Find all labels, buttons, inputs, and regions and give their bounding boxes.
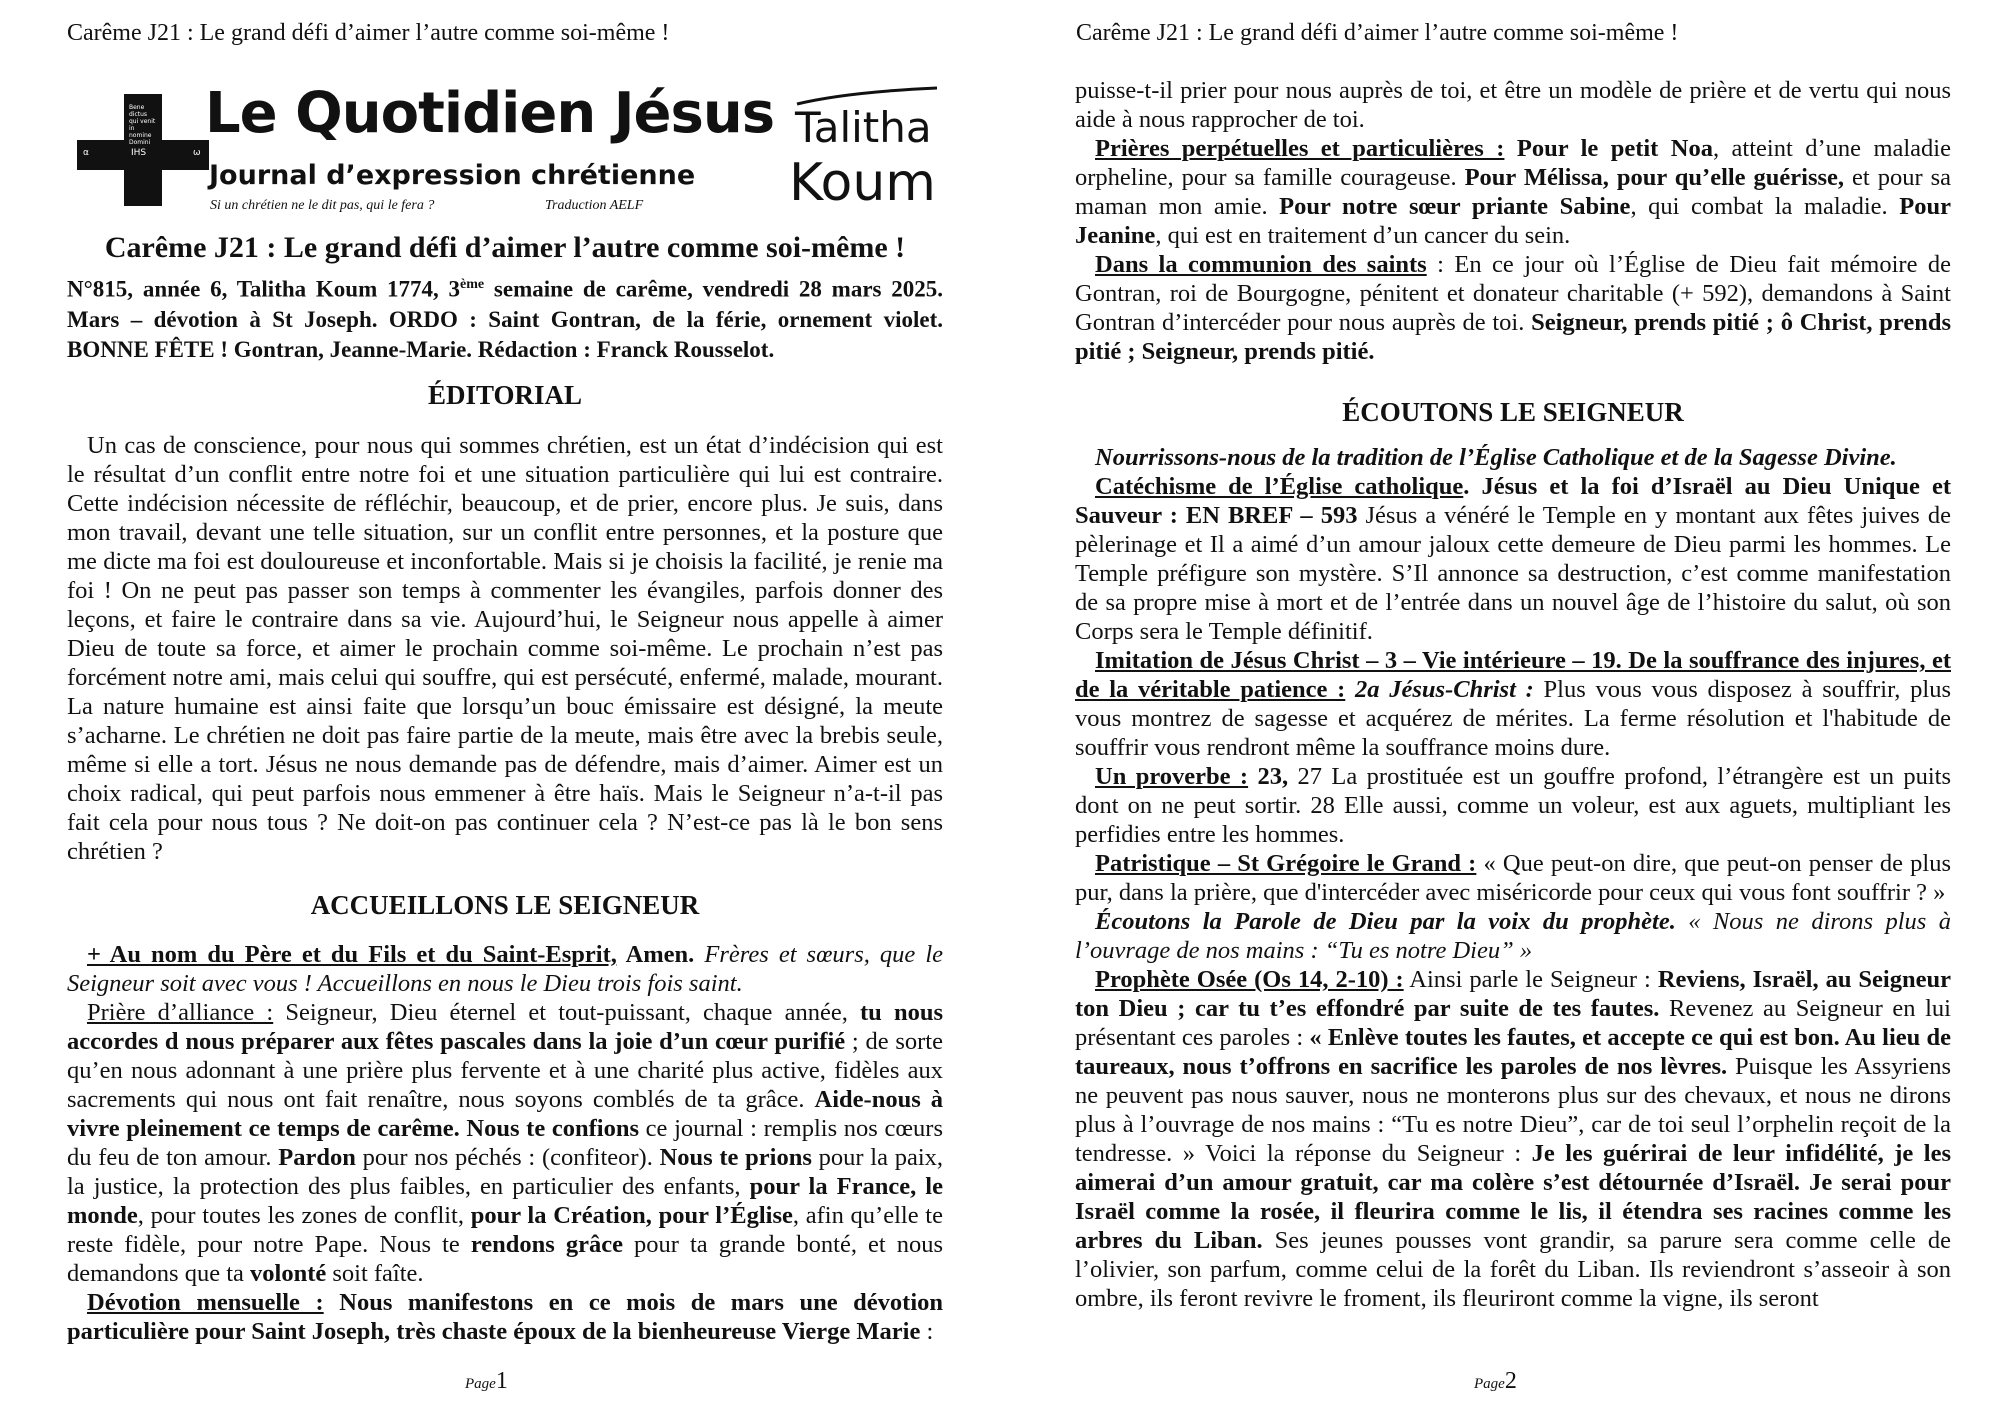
imitation-paragraph: Imitation de Jésus Christ – 3 – Vie intérieure – 19. De la souffrance des injures, et de la véritable patience : 2a Jésus-Christ : Plus vous vous disposez à souffrir, plus vous montrez de sagesse et acquérez de mérites. La ferme résolution et l'habitude de souffrir vous rendront même la souffrance moins dure. [1075,647,1951,761]
patristique-paragraph: Patristique – St Grégoire le Grand : « Que peut-on dire, que peut-on penser de plus pur, dans la prière, que d'intercéder avec miséricorde pour ceux qui vous font souffrir ? » [1075,850,1951,906]
cross-ihs: IHS [131,148,147,158]
title-block [67,230,943,365]
osee-paragraph: Prophète Osée (Os 14, 2-10) : Ainsi parle le Seigneur : Reviens, Israël, au Seigneur ton Dieu ; car tu t’es effondré par suite de tes fautes. Revenez au Seigneur en lui présentant ces paroles : « Enlève toutes les fautes, et accepte ce qui est bon. Au lieu de taureaux, nous t’offrons en sacrifice les paroles de nos lèvres. Puisque les Assyriens ne peuvent pas nous sauver, nous ne monterons plus sur des chevaux, et nous ne dirons plus à l’ouvrage de nos mains : “Tu es notre Dieu”, car de toi seul l’orphelin reçoit de la tendresse. » Voici la réponse du Seigneur : Je les guérirai de leur infidélité, je les aimerai d’un amour gratuit, car ma colère s’est détournée d’Israël. Je serai pour Israël comme la rosée, il fleurira comme le lis, il étendra ses racines comme les arbres du Liban. Ses jeunes pousses vont grandir, sa parure sera comme celle de l’olivier, son parfum, comme celui de la forêt du Liban. Ils reviendront s’asseoir à son ombre, ils feront revivre le froment, ils fleuriront comme la vigne, ils seront [1075,966,1952,1312]
alliance-paragraph: Prière d’alliance : Seigneur, Dieu éternel et tout-puissant, chaque année, tu nous accordes d nous préparer aux fêtes pascales dans la joie d’un cœur purifié ; de sorte qu’en nous adonnant à une prière plus fervente et à une charité plus active, fidèles aux sacrements qui nous ont fait renaître, nous soyons comblés de ta grâce. Aide-nous à vivre pleinement ce temps de carême. Nous te confions ce journal : remplis nos cœurs du feu de ton amour. Pardon pour nos péchés : (confiteor). Nous te prions pour la paix, la justice, la protection des plus faibles, en particulier des enfants, pour la France, le monde, pour toutes les zones de conflit, pour la Création, pour l’Église, afin qu’elle te reste fidèle, pour notre Pape. Nous te rendons grâce pour ta grande bonté, et nous demandons que ta volonté soit faîte. [67,999,943,1287]
prieres-paragraph: Prières perpétuelles et particulières : Pour le petit Noa, atteint d’une maladie orpheline, pour sa famille courageuse. Pour Mélissa, pour qu’elle guérisse, et pour sa maman mon amie. Pour notre sœur priante Sabine, qui combat la maladie. Pour Jeanine, qui est en traitement d’un cancer du sein. [1075,135,1951,249]
editorial-body [67,431,943,866]
page-number: Page1 [465,1368,508,1394]
running-head: Carême J21 : Le grand défi d’aimer l’autre comme soi-même ! [1076,20,1679,46]
cross-omega: ω [193,148,201,158]
accueil-body [67,940,943,1346]
koum-text: Koum [789,153,936,213]
page2-body-top [1075,76,1951,366]
nourrissons-line: Nourrissons-nous de la tradition de l’Église Catholique et de la Sagesse Divine. [1095,444,1897,471]
issue-info: N°815, année 6, Talitha Koum 1774, 3ème semaine de carême, vendredi 28 mars 2025. Mars – dévotion à St Joseph. ORDO : Saint Gontran, de la férie, ornement violet. BONNE FÊTE ! Gontran, Jeanne-Marie. Rédaction : Franck Rousselot. [67,276,943,362]
editorial-title: ÉDITORIAL [427,380,583,410]
accueil-title: ACCUEILLONS LE SEIGNEUR [310,890,700,920]
ecoutons-parole-paragraph: Écoutons la Parole de Dieu par la voix du prophète. « Nous ne dirons plus à l’ouvrage de nos mains : “Tu es notre Dieu” » [1075,908,1951,964]
catechisme-paragraph: Catéchisme de l’Église catholique. Jésus et la foi d’Israël au Dieu Unique et Sauveur : EN BREF – 593 Jésus a vénéré le Temple en y montant aux fêtes juives de pèlerinage et Il a aimé d’un amour jaloux cette demeure de Dieu parmi les hommes. Le Temple préfigure son mystère. S’Il annonce sa destruction, c’est comme manifestation de sa propre mise à mort et de l’entrée dans un nouvel âge de l’histoire du salut, où son Corps sera le Temple définitif. [1075,473,1951,645]
page-title: Carême J21 : Le grand défi d’aimer l’autre comme soi-même ! [104,231,906,264]
communion-paragraph: Dans la communion des saints : En ce jour où l’Église de Dieu fait mémoire de Gontran, roi de Bourgogne, pénitent et donateur charitable (+ 592), demandons à Saint Gontran d’intercéder pour nous auprès de toi. Seigneur, prends pitié ; ô Christ, prends pitié ; Seigneur, prends pitié. [1075,251,1952,365]
masthead-tagline: Si un chrétien ne le dit pas, qui le fera ? [210,198,435,213]
masthead [67,82,947,222]
cross-alpha: α [83,148,89,158]
talitha-text: Talitha [795,103,932,152]
page-number: Page2 [1474,1368,1517,1394]
intro-paragraph: puisse-t-il prier pour nous auprès de toi, et être un modèle de prière et de vertu qui nous aide à nous rapprocher de toi. [1075,77,1951,133]
masthead-subtitle: Journal d’expression chrétienne [209,160,696,191]
page2-body-main [1075,443,1951,1313]
running-head: Carême J21 : Le grand défi d’aimer l’autre comme soi-même ! [67,20,670,46]
editorial-text: Un cas de conscience, pour nous qui sommes chrétien, est un état d’indécision qui est le résultat d’un conflit entre notre foi et une situation particulière qui lui est contraire. Cette indécision nécessite de réfléchir, beaucoup, et de prier, encore plus. Je suis, dans mon travail, devant une telle situation, sur un conflit entre personnes, et la posture que me dicte ma foi est douloureuse et inconfortable. Mais si je choisis la facilité, je renie ma foi ! On ne peut pas passer son temps à commenter les évangiles, parfois donner des leçons, et faire le contraire dans sa vie. Aujourd’hui, le Seigneur nous appelle à aimer Dieu de toute sa force, et aimer le prochain comme soi-même. Le prochain n’est pas forcément notre ami, mais celui qui souffre, qui est persécuté, enfermé, malade, mourant. La nature humaine est ainsi faite que lorsqu’un bouc émissaire est désigné, la meute s’acharne. Le chrétien ne doit pas faire partie de la meute, mais être avec la brebis seule, même si elle a tort. Jésus ne nous demande pas de défendre, mais d’aimer. Aimer est un choix radical, qui peut parfois nous emmener à être haïs. Mais le Seigneur n’a-t-il pas fait cela pour nous tous ? Ne doit-on pas continuer cela ? N’est-ce pas là le bon sens chrétien ? [67,432,943,865]
masthead-translation: Traduction AELF [545,198,644,213]
masthead-title: Le Quotidien Jésus [205,81,775,146]
proverbe-paragraph: Un proverbe : 23, 27 La prostituée est un gouffre profond, l’étrangère est un puits dont on ne peut sortir. 28 Elle aussi, comme un voleur, est aux aguets, multipliant les perfidies entre les hommes. [1075,763,1952,848]
talitha-koum-logo [787,82,947,222]
page-2 [1000,0,2000,1414]
ecoutons-title: ÉCOUTONS LE SEIGNEUR [1342,397,1684,427]
opening-paragraph: + Au nom du Père et du Fils et du Saint-Esprit, Amen. Frères et sœurs, que le Seigneur soit avec vous ! Accueillons en nous le Dieu trois fois saint. [67,941,944,997]
devotion-paragraph: Dévotion mensuelle : Nous manifestons en ce mois de mars une dévotion particulière pour Saint Joseph, très chaste époux de la bienheureuse Vierge Marie : [67,1289,944,1345]
cross-top-text: Bene dictus qui venit in nomine Domini [129,104,156,146]
